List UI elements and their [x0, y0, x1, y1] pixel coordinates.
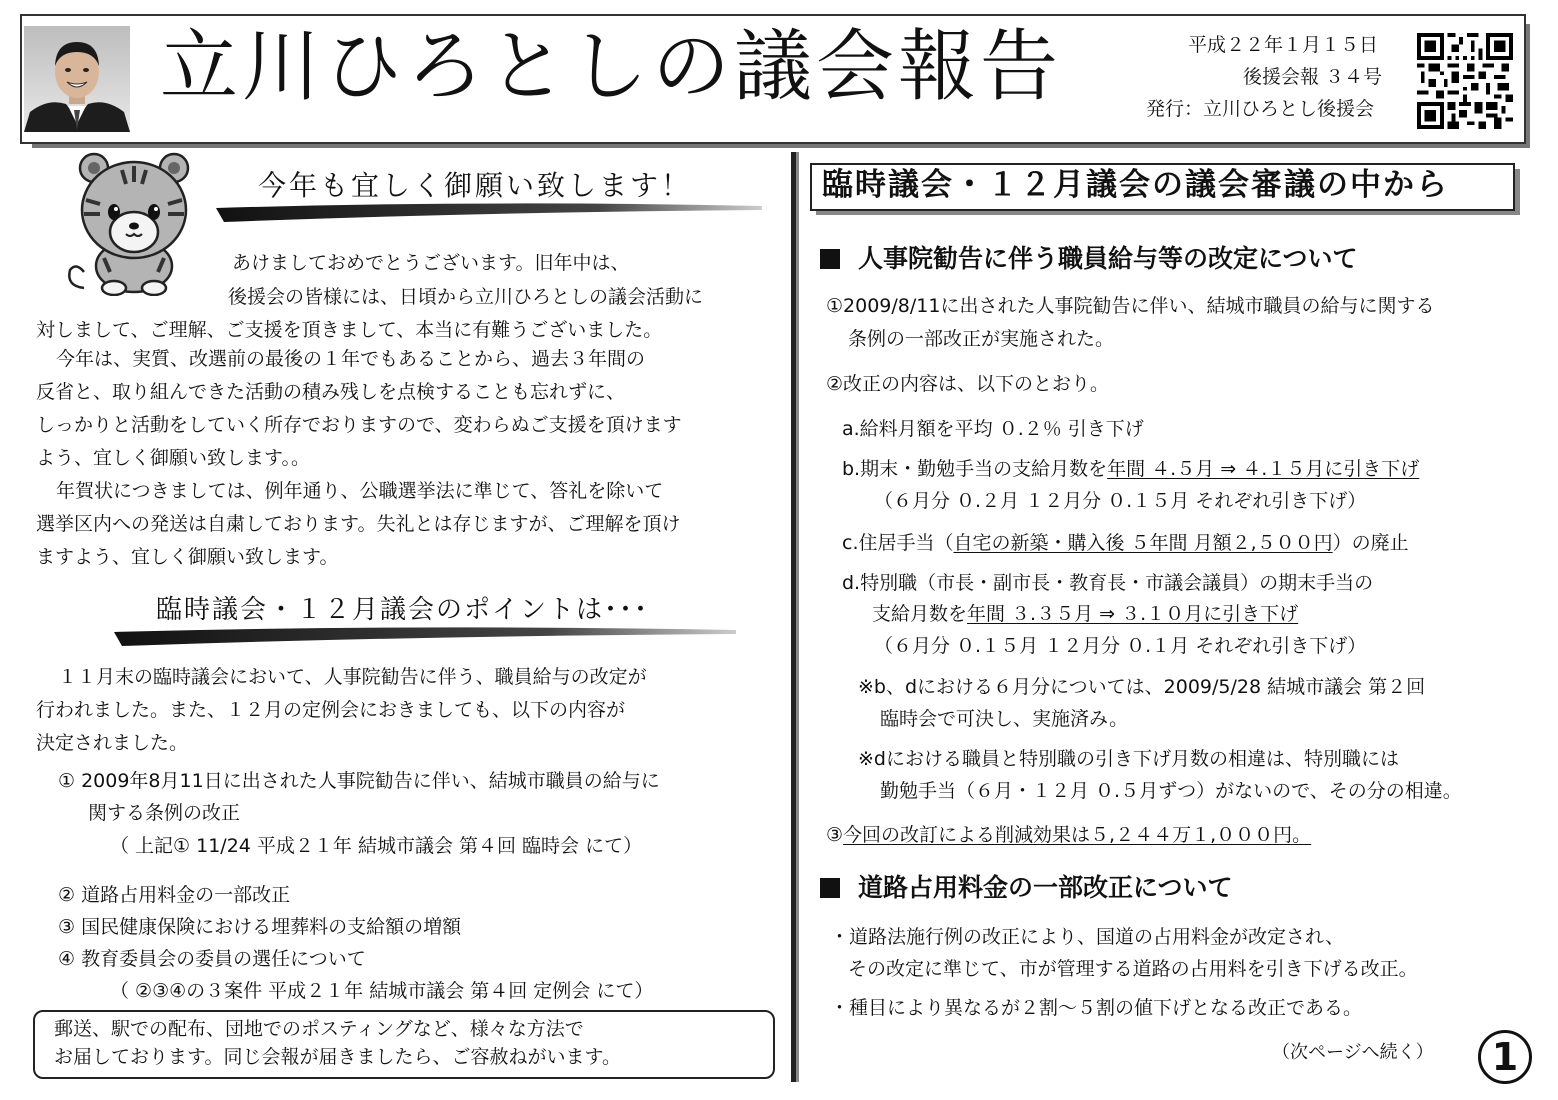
notice-line: お届しております。同じ会報が届きましたら、ご容赦ねがいます。 [54, 1046, 621, 1068]
tiger-cat-mascot-icon [64, 148, 206, 296]
author-photo [24, 26, 130, 132]
list-item: ③ 国民健康保険における埋葬料の支給額の増額 [58, 916, 462, 938]
issue-number: 後援会報 ３４号 [1243, 66, 1383, 88]
greeting-line: 対しまして、ご理解、ご支援を頂きまして、本当に有難うございました。 [36, 319, 663, 341]
body-line: ②改正の内容は、以下のとおり。 [826, 373, 1110, 395]
greeting-line: しっかりと活動をしていく所存でおりますので、変わらぬご支援を頂けます [36, 414, 682, 436]
points-line: 行われました。また、１２月の定例会におきましても、以下の内容が [36, 699, 626, 721]
greeting-line: あけましておめでとうございます。旧年中は、 [232, 252, 630, 274]
body-line: 支給月数を年間 ３.３５月 ⇒ ３.１０月に引き下げ [872, 603, 1299, 625]
column-divider [791, 152, 799, 1082]
list-item: ① 2009年8月11日に出された人事院勧告に伴い、結城市職員の給与に [58, 770, 660, 792]
newsletter-title: 立川ひろとしの議会報告 [160, 22, 1063, 112]
page-number: 1 [1478, 1030, 1532, 1084]
square-bullet-icon [820, 878, 840, 898]
note-line: ※b、dにおける６月分については、2009/5/28 結城市議会 第２回 [858, 676, 1426, 698]
heading-underline-swoosh [216, 202, 762, 222]
list-item-note: （ 上記① 11/24 平成２１年 結城市議会 第４回 臨時会 にて） [110, 835, 643, 857]
body-line: ①2009/8/11に出された人事院勧告に伴い、結城市職員の給与に関する [826, 295, 1435, 317]
subsection-heading: 人事院勧告に伴う職員給与等の改定について [820, 246, 1358, 271]
note-line: ※dにおける職員と特別職の引き下げ月数の相違は、特別職には [858, 748, 1399, 770]
points-line: 決定されました。 [36, 732, 189, 754]
points-line: １１月末の臨時議会において、人事院勧告に伴う、職員給与の改定が [58, 666, 647, 688]
note-line: 臨時会で可決し、実施済み。 [880, 708, 1129, 730]
body-line: 条例の一部改正が実施された。 [848, 328, 1115, 350]
body-line: （６月分 ０.１５月 １２月分 ０.１月 それぞれ引き下げ） [874, 635, 1367, 657]
greeting-line: よう、宜しく御願い致します。。 [36, 447, 310, 469]
greeting-line: 反省と、取り組んできた活動の積み残しを点検することも忘れずに、 [36, 381, 626, 403]
square-bullet-icon [820, 249, 840, 269]
greeting-line: 選挙区内への発送は自粛しております。失礼とは存じますが、ご理解を頂け [36, 513, 681, 535]
body-line: a.給料月額を平均 ０.２％ 引き下げ [842, 418, 1144, 440]
section-title: 臨時議会・１２月議会の議会審議の中から [822, 167, 1449, 203]
continued-label: （次ページへ続く） [1272, 1042, 1434, 1063]
body-line: d.特別職（市長・副市長・教育長・市議会議員）の期末手当の [842, 572, 1374, 594]
body-line: c.住居手当（自宅の新築・購入後 ５年間 月額２,５００円）の廃止 [842, 532, 1409, 554]
points-heading: 臨時議会・１２月議会のポイントは･･･ [156, 595, 650, 625]
issue-date: 平成２２年１月１５日 [1188, 34, 1379, 56]
greeting-line: 年賀状につきましては、例年通り、公職選挙法に準じて、答礼を除いて [56, 480, 664, 502]
greeting-line: 後援会の皆様には、日頃から立川ひろとしの議会活動に [228, 286, 704, 308]
body-line: ・道路法施行例の改正により、国道の占用料金が改定され、 [830, 926, 1345, 948]
body-line: b.期末・勤勉手当の支給月数を年間 ４.５月 ⇒ ４.１５月に引き下げ [842, 458, 1420, 480]
list-item: ④ 教育委員会の委員の選任について [58, 948, 366, 970]
list-item: 関する条例の改正 [88, 802, 241, 824]
greeting-line: ますよう、宜しく御願い致します。 [36, 546, 339, 568]
publisher: 発行：立川ひろとし後援会 [1146, 98, 1375, 120]
heading-underline-swoosh [114, 626, 736, 646]
list-item-note: （ ②③④の３案件 平成２１年 結城市議会 第４回 定例会 にて） [110, 980, 654, 1002]
list-item: ② 道路占用料金の一部改正 [58, 884, 291, 906]
body-line: （６月分 ０.２月 １２月分 ０.１５月 それぞれ引き下げ） [874, 490, 1367, 512]
body-line: その改定に準じて、市が管理する道路の占用料を引き下げる改正。 [848, 958, 1418, 980]
greeting-heading: 今年も宜しく御願い致します！ [258, 169, 693, 202]
body-line: ・種目により異なるが２割～５割の値下げとなる改正である。 [830, 997, 1363, 1019]
subsection-heading: 道路占用料金の一部改正について [820, 875, 1233, 900]
qr-code-icon[interactable] [1417, 33, 1513, 129]
notice-line: 郵送、駅での配布、団地でのポスティングなど、様々な方法で [54, 1018, 584, 1040]
body-line: ③今回の改訂による削減効果は５,２４４万１,０００円。 [826, 824, 1312, 846]
note-line: 勤勉手当（６月・１２月 ０.５月ずつ）がないので、その分の相違。 [880, 780, 1462, 802]
greeting-line: 今年は、実質、改選前の最後の１年でもあることから、過去３年間の [56, 348, 646, 370]
